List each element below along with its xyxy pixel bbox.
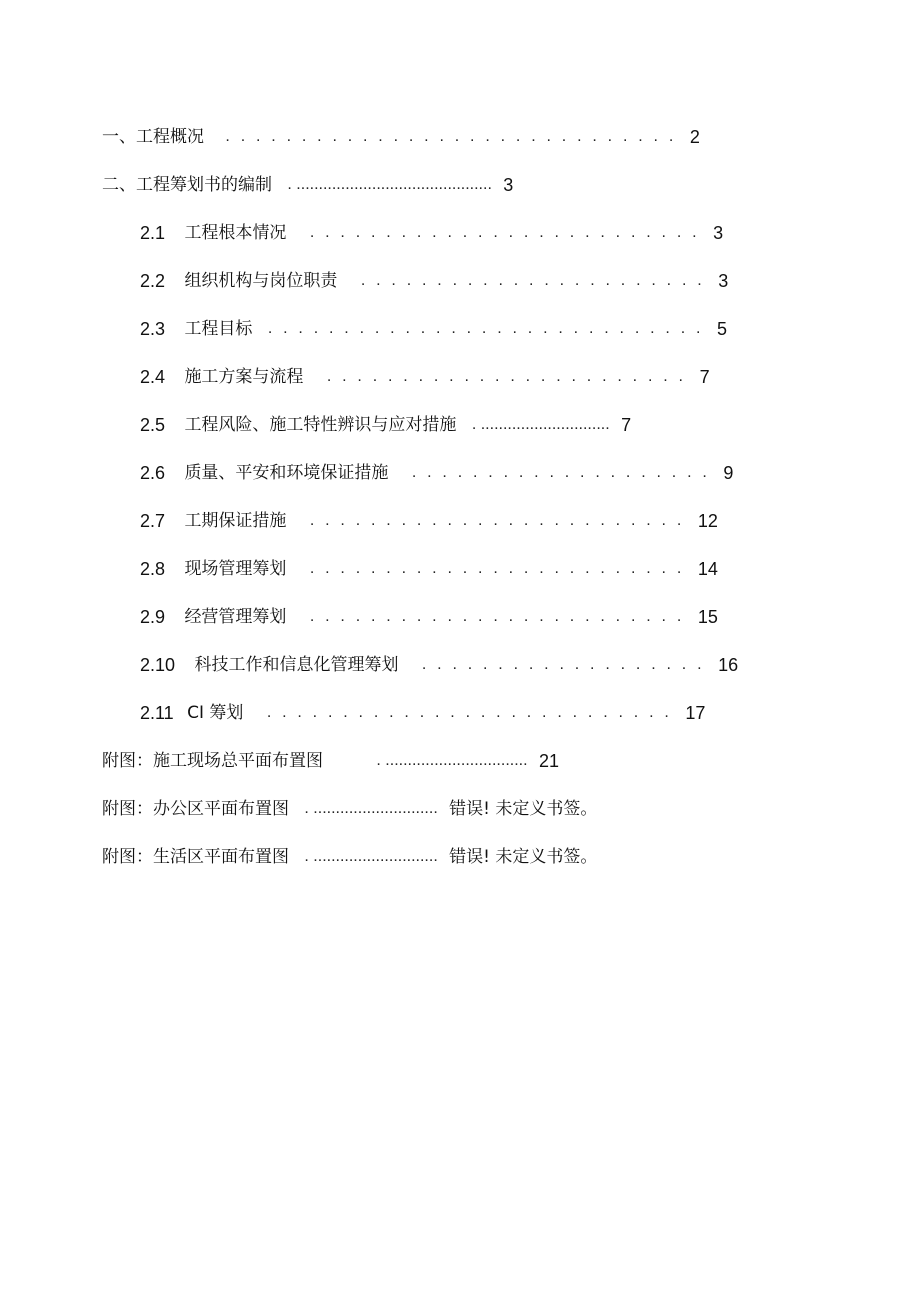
toc-entry-title: 工程根本情况 xyxy=(184,223,287,243)
toc-entry-page: 7 xyxy=(621,415,632,435)
toc-entry-leader: . . . . . . . . . . . . . . . . . . . . . . . . . . . xyxy=(266,704,673,721)
toc-entry-leader: . ............................. xyxy=(471,416,610,433)
toc-entry-number: 2.3 xyxy=(140,319,166,339)
toc-entry[interactable] xyxy=(102,796,597,822)
toc-entry-title: 工期保证措施 xyxy=(184,511,287,531)
toc-entry-leader: . ................................ xyxy=(376,752,528,769)
toc-entry[interactable] xyxy=(140,220,723,246)
toc-entry-leader: . . . . . . . . . . . . . . . . . . . . . . . . . xyxy=(309,560,685,577)
toc-entry-page: 14 xyxy=(697,559,718,579)
toc-entry-page: 9 xyxy=(723,463,734,483)
toc-entry-title: 经营管理筹划 xyxy=(184,607,287,627)
toc-entry-page: 3 xyxy=(718,271,729,291)
toc-entry-number: 2.2 xyxy=(140,271,166,291)
toc-entry-title: 工程目标 xyxy=(184,319,253,339)
toc-entry[interactable] xyxy=(140,364,710,390)
toc-entry-leader: . ............................................ xyxy=(287,176,492,193)
toc-entry-number: 2.7 xyxy=(140,511,166,531)
toc-entry-number: 2.4 xyxy=(140,367,166,387)
toc-entry-title: 一、工程概况 xyxy=(102,127,204,147)
toc-entry[interactable] xyxy=(140,556,718,582)
toc-entry[interactable] xyxy=(140,412,631,438)
toc-entry-number: 2.11 xyxy=(140,703,174,723)
toc-entry-title: 现场管理筹划 xyxy=(184,559,287,579)
toc-entry[interactable] xyxy=(140,652,738,678)
toc-entry-title: 组织机构与岗位职责 xyxy=(184,271,338,291)
toc-entry-number: 2.1 xyxy=(140,223,166,243)
toc-entry-number: 2.6 xyxy=(140,463,166,483)
toc-entry-leader: . . . . . . . . . . . . . . . . . . . xyxy=(421,656,705,673)
toc-entry-page: 错误! 未定义书签。 xyxy=(449,799,598,819)
toc-entry-leader: . ............................ xyxy=(304,848,438,865)
toc-entry[interactable] xyxy=(140,508,718,534)
toc-entry-leader: . . . . . . . . . . . . . . . . . . . . . . . . . xyxy=(309,512,685,529)
toc-entry-title: CI 筹划 xyxy=(187,703,244,723)
toc-entry-number: 2.5 xyxy=(140,415,166,435)
toc-entry-page: 5 xyxy=(717,319,728,339)
toc-entry-title: 附图：施工现场总平面布置图 xyxy=(102,751,323,771)
toc-entry-page: 12 xyxy=(697,511,718,531)
toc-entry-page: 16 xyxy=(718,655,739,675)
toc-entry[interactable] xyxy=(102,124,700,150)
toc-entry[interactable] xyxy=(140,604,718,630)
toc-entry[interactable] xyxy=(140,460,733,486)
toc-entry-leader: . . . . . . . . . . . . . . . . . . . . . . . . . . . . . . xyxy=(225,128,677,145)
toc-entry-page: 3 xyxy=(503,175,514,195)
toc-entry-page: 3 xyxy=(713,223,724,243)
toc-entry-page: 错误! 未定义书签。 xyxy=(449,847,598,867)
toc-entry-title: 施工方案与流程 xyxy=(184,367,304,387)
toc-entry[interactable] xyxy=(140,316,727,342)
toc-entry-leader: . . . . . . . . . . . . . . . . . . . . . . . . . . xyxy=(309,224,700,241)
toc-entry-number: 2.10 xyxy=(140,655,176,675)
toc-entry-page: 7 xyxy=(699,367,710,387)
toc-entry-title: 科技工作和信息化管理筹划 xyxy=(194,655,399,675)
toc-entry-title: 附图：办公区平面布置图 xyxy=(102,799,289,819)
toc-entry-title: 工程风险、施工特性辨识与应对措施 xyxy=(184,415,457,435)
toc-entry-number: 2.9 xyxy=(140,607,166,627)
toc-entry[interactable] xyxy=(140,700,705,726)
toc-entry-leader: . . . . . . . . . . . . . . . . . . . . . . . xyxy=(360,272,705,289)
toc-entry-page: 17 xyxy=(685,703,706,723)
toc-entry-title: 附图：生活区平面布置图 xyxy=(102,847,289,867)
toc-entry-leader: . . . . . . . . . . . . . . . . . . . . . . . . . . . . . xyxy=(267,320,704,337)
toc-entry-leader: . ............................ xyxy=(304,800,438,817)
toc-entry-title: 质量、平安和环境保证措施 xyxy=(184,463,389,483)
toc-entry[interactable] xyxy=(102,844,597,870)
toc-entry[interactable] xyxy=(140,268,728,294)
toc-entry-leader: . . . . . . . . . . . . . . . . . . . . . . . . xyxy=(326,368,687,385)
toc-entry-title: 二、工程筹划书的编制 xyxy=(102,175,272,195)
toc-entry-leader: . . . . . . . . . . . . . . . . . . . . . . . . . xyxy=(309,608,685,625)
toc-entry-page: 21 xyxy=(538,751,559,771)
toc-entry-page: 2 xyxy=(689,127,700,147)
toc-entry[interactable] xyxy=(102,172,513,198)
toc-entry[interactable] xyxy=(102,748,559,774)
toc-entry-number: 2.8 xyxy=(140,559,166,579)
toc-entry-page: 15 xyxy=(697,607,718,627)
toc-entry-leader: . . . . . . . . . . . . . . . . . . . . xyxy=(411,464,711,481)
